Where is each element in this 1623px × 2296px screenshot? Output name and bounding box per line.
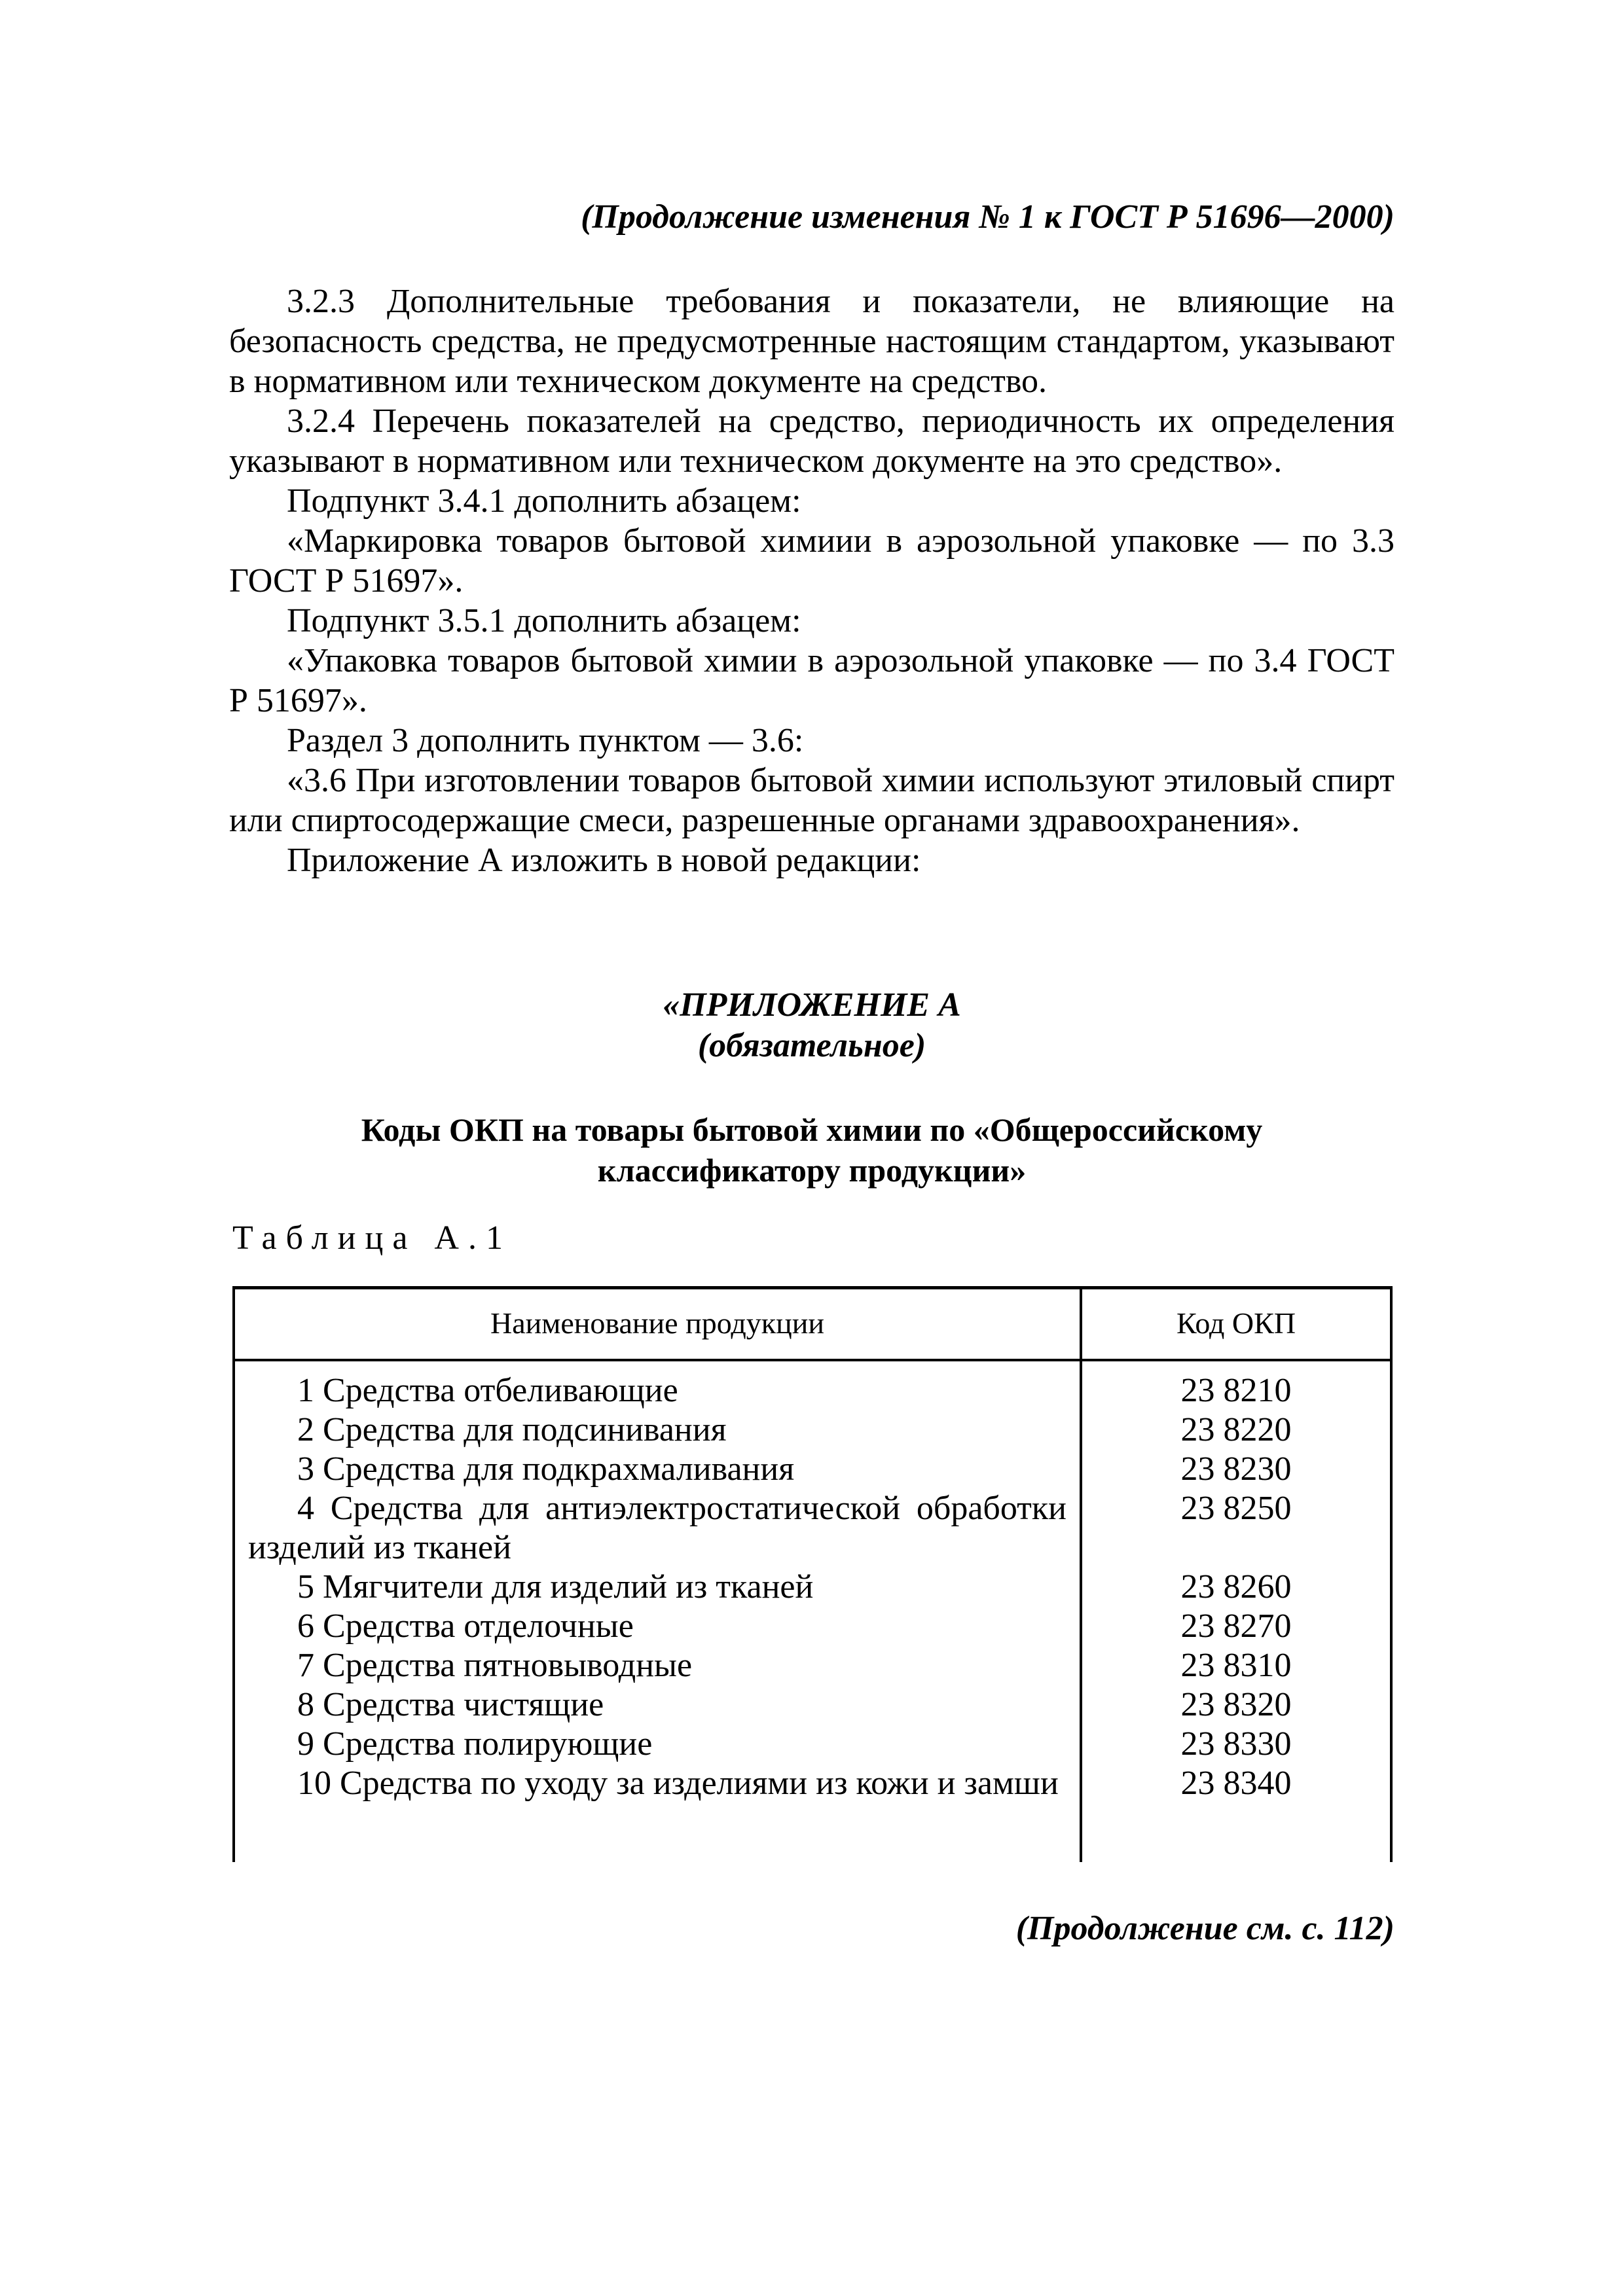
table-body (235, 1371, 1390, 1803)
table-label: Таблица А.1 (232, 1219, 512, 1257)
table-row (235, 1489, 1390, 1568)
okp-table (232, 1286, 1393, 1862)
okp-code-cell: 23 8260 (1180, 1568, 1292, 1605)
column-header-code: Код ОКП (1176, 1306, 1296, 1340)
paragraph-3-2-4: 3.2.4 Перечень показателей на средство, периодичность их определения указывают в нормативном или техническом документе на это средство». (229, 403, 1395, 480)
product-name-cell: 9 Средства полирующие (297, 1725, 653, 1763)
paragraph-3-5-1-addition: «Упаковка товаров бытовой химии в аэрозольной упаковке — по 3.4 ГОСТ Р 51697». (229, 642, 1395, 719)
table-row (235, 1410, 1390, 1450)
okp-code-cell: 23 8230 (1180, 1450, 1292, 1488)
table-row (235, 1371, 1390, 1410)
body-text (229, 281, 1395, 880)
okp-code-cell: 23 8320 (1180, 1686, 1292, 1723)
table-row (235, 1725, 1390, 1764)
okp-code-cell: 23 8210 (1180, 1372, 1292, 1409)
table-row (235, 1568, 1390, 1607)
paragraph-3-4-1-addition: «Маркировка товаров бытовой химиии в аэрозольной упаковке — по 3.3 ГОСТ Р 51697». (229, 522, 1395, 600)
paragraph-appendix-instruction: Приложение А изложить в новой редакции: (287, 842, 921, 879)
header-continuation-note: (Продолжение изменения № 1 к ГОСТ Р 51696—2000) (581, 198, 1395, 236)
column-header-name: Наименование продукции (490, 1306, 824, 1340)
table-row (235, 1685, 1390, 1725)
okp-code-cell: 23 8330 (1180, 1725, 1292, 1763)
table-heading (229, 1109, 1395, 1191)
footer-continuation-note: (Продолжение см. с. 112) (1015, 1910, 1395, 1947)
table-row (235, 1450, 1390, 1489)
table-header (235, 1289, 1390, 1361)
paragraph-section-3-instruction: Раздел 3 дополнить пунктом — 3.6: (287, 722, 804, 759)
product-name-cell: 2 Средства для подсинивания (297, 1411, 727, 1448)
okp-code-cell: 23 8250 (1180, 1490, 1292, 1527)
appendix-subtitle: (обязательное) (697, 1027, 926, 1064)
paragraph-3-4-1-instruction: Подпункт 3.4.1 дополнить абзацем: (287, 482, 801, 520)
okp-code-cell: 23 8310 (1180, 1647, 1292, 1684)
table-row (235, 1607, 1390, 1646)
table-heading-line-2: классификатору продукции» (597, 1152, 1027, 1189)
okp-code-cell: 23 8220 (1180, 1411, 1292, 1448)
product-name-cell: 8 Средства чистящие (297, 1686, 604, 1723)
product-name-cell: 3 Средства для подкрахмаливания (297, 1450, 795, 1488)
table-row (235, 1646, 1390, 1685)
paragraph-3-6: «3.6 При изготовлении товаров бытовой химии используют этиловый спирт или спиртосодержащие смеси, разрешенные органами здравоохранения». (229, 762, 1395, 839)
paragraph-3-2-3: 3.2.3 Дополнительные требования и показатели, не влияющие на безопасность средства, не предусмотренные настоящим стандартом, указывают в нормативном или техническом документе на средство. (229, 283, 1395, 400)
product-name-cell: 7 Средства пятновыводные (297, 1647, 693, 1684)
okp-code-cell: 23 8340 (1180, 1765, 1292, 1802)
table-row (235, 1764, 1390, 1803)
appendix-title: «ПРИЛОЖЕНИЕ А (663, 986, 961, 1024)
product-name-cell: 5 Мягчители для изделий из тканей (297, 1568, 814, 1605)
paragraph-3-5-1-instruction: Подпункт 3.5.1 дополнить абзацем: (287, 602, 801, 639)
product-name-cell: 10 Средства по уходу за изделиями из кожи и замши (297, 1765, 1059, 1802)
okp-code-cell: 23 8270 (1180, 1607, 1292, 1645)
product-name-cell: 1 Средства отбеливающие (297, 1372, 678, 1409)
table-heading-line-1: Коды ОКП на товары бытовой химии по «Общероссийскому (361, 1111, 1263, 1148)
product-name-cell: 4 Средства для антиэлектростатической обработки изделий из тканей (248, 1490, 1067, 1566)
product-name-cell: 6 Средства отделочные (297, 1607, 634, 1645)
